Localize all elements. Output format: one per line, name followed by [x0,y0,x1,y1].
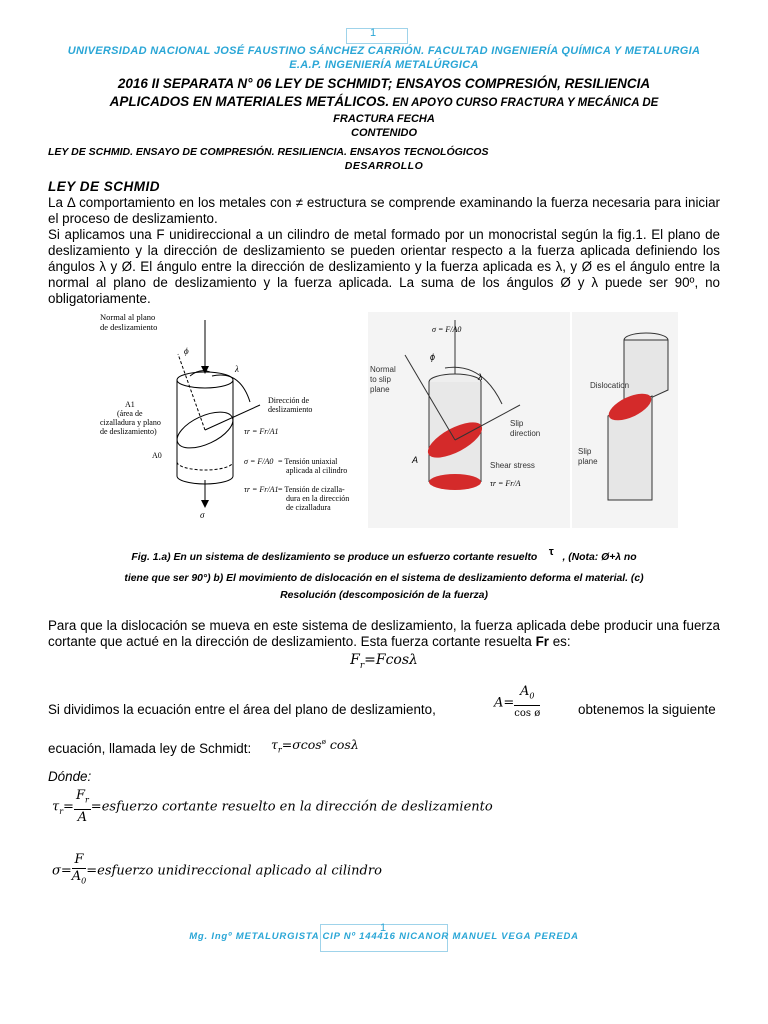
tau-definition: $\tau_r=$ $\frac{F_r}{A}$ =esfuerzo cortante resuelto en la dirección de deslizamiento [52,788,493,825]
caption-line-1b: , (Nota: Ø+λ no [562,552,637,563]
paragraph-3-end: es: [548,634,571,649]
paragraph-3-text: Para que la dislocación se mueva en este sistema de deslizamiento, la fuerza aplicada debe producir una fuerza cortante que actué en la dirección de deslizamiento. Esta fuerza cortante resuelta [48,618,720,649]
caption-line-1a: Fig. 1.a) En un sistema de deslizamiento se produce un esfuerzo cortante resuelto [131,552,538,563]
slip-c-label-1: Slip [578,447,592,456]
lambda-symbol: λ [235,364,239,374]
paragraph-3 [48,618,720,650]
sigma-formula: σ = F/A0 [244,457,274,466]
contenido-label: CONTENIDO [351,127,417,139]
equation-area: A= $\frac{A_0}{\text{cos ø}}$ [494,684,541,719]
tension-label-1: = Tensión uniaxial [278,457,338,466]
donde-label: Dónde: [48,769,92,784]
paragraph-4-end: obtenemos la siguiente [578,702,716,717]
school-name: E.A.P. INGENIERÍA METALÚRGICA [289,59,479,71]
title-sub [40,112,728,140]
sigma-definition-text: esfuerzo unidireccional aplicado al cilindro [97,863,382,879]
tau-definition-text: esfuerzo cortante resuelto en la dirección de deslizamiento [101,799,493,815]
a1-label-2: (área de [117,409,143,418]
paragraph-2: Si aplicamos una F unidireccional a un cilindro de metal formado por un monocristal según la fig.1. El plano de deslizamiento y la dirección de deslizamiento se pueden orientar respecto a la fuerza aplicada definiendo los ángulos λ y Ø. El ángulo entre la dirección de deslizamiento y la fuerza aplicada es λ, y Ø es el ángulo entre la normal al plano de deslizamiento y la fuerza aplicada. La suma de los ángulos Ø y λ puede ser 90º, no obligatoriamente. [48,227,720,306]
footer-page-number: 1 [380,922,387,934]
paragraph-1: La Δ comportamiento en los metales con ≠ estructura se comprende examinando la fuerza necesaria para iniciar el proceso de deslizamiento. [48,195,720,226]
sigma-definition: σ= $\frac{F}{A_0}$ =esfuerzo unidireccional aplicado al cilindro [52,852,382,886]
title-line-2-main: APLICADOS EN MATERIALES METÁLICOS. [109,94,390,109]
equation-fr: $F_r=Fcos\lambda$ [350,652,418,671]
page-number: 1 [370,27,377,39]
cizalla-label-2: dura en la dirección [286,494,350,503]
page-number-box [346,28,408,44]
phi-b-symbol: ϕ [430,352,436,362]
slip-system-figure [100,310,680,536]
a1-label-1: A1 [125,400,135,409]
footer-author: Mg. Ingº METALURGISTA CIP Nº 144416 NICANOR MANUEL VEGA PEREDA [189,931,579,942]
phi-symbol: ϕ [184,346,189,356]
paragraph-5: ecuación, llamada ley de Schmidt: [48,741,252,756]
slip-b-label-1: Slip [510,419,524,428]
slip-b-label-2: direction [510,429,541,438]
force-arrowhead-bottom [201,500,209,508]
equation-schmidt: $\tau_r=\sigma\cos^ø$ cosλ [271,737,359,755]
contents-list: LEY DE SCHMID. ENSAYO DE COMPRESIÓN. RESILIENCIA. ENSAYOS TECNOLÓGICOS [48,146,489,158]
caption-line-3: Resolución (descomposición de la fuerza) [280,590,488,601]
title-line-3: FRACTURA FECHA [333,113,435,125]
caption-tau: τ [548,546,554,558]
a1-label-3: cizalladura y plano [100,418,161,427]
a0-section [177,462,233,470]
phi-arc [190,371,210,376]
tau-formula: τr = Fr/A1 [244,427,279,436]
plane-normal-line [178,354,205,430]
cylinder-top [177,372,233,388]
figure-part-b [368,312,570,528]
paragraph-3-bold: Fr [535,634,549,649]
direction-label-2: deslizamiento [268,405,313,414]
normal-label-1: Normal al plano [100,312,156,322]
university-header [30,44,738,72]
area-b-symbol: A [412,455,419,465]
sigma-b-formula: σ = F/A0 [432,325,462,334]
direction-label-1: Dirección de [268,396,310,405]
normal-b-label-3: plane [370,385,390,394]
normal-b-label-1: Normal [370,365,396,374]
desarrollo-label: DESARROLLO [344,160,424,172]
document-title [40,75,728,112]
normal-b-label-2: to slip [370,375,391,384]
title-line-1: 2016 II SEPARATA N° 06 LEY DE SCHMIDT; ENSAYOS COMPRESIÓN, RESILIENCIA [117,76,651,91]
force-arrowhead-top [201,366,209,374]
university-name: UNIVERSIDAD NACIONAL JOSÉ FAUSTINO SÁNCHEZ CARRIÓN. FACULTAD INGENIERÍA QUÍMICA Y METALURGIA [67,45,701,57]
a1-label-4: de deslizamiento) [100,427,157,436]
figure-caption [48,542,720,602]
cylinder-b-base-section [429,474,481,490]
cizalla-label-3: de cizalladura [286,503,331,512]
figure-part-c [572,312,678,528]
sigma-bottom: σ [200,510,205,520]
a0-label: A0 [152,451,162,460]
paragraph-4-text: Si dividimos la ecuación entre el área del plano de deslizamiento, [48,702,436,717]
section-heading: LEY DE SCHMID [48,179,161,194]
lambda-b-symbol: λ [478,372,483,382]
tau-b-formula: τr = Fr/A [490,479,521,488]
caption-line-2: tiene que ser 90°) b) El movimiento de dislocación en el sistema de deslizamiento deforma el material. (c) [124,573,644,584]
dislocation-label: Dislocation [590,381,630,390]
lambda-arc [212,375,250,402]
title-line-2-sub: EN APOYO CURSO FRACTURA Y MECÁNICA DE [389,97,659,109]
shear-b-label: Shear stress [490,461,535,470]
normal-label-2: de deslizamiento [100,322,158,332]
slip-c-label-2: plane [578,457,598,466]
cizalla-label-1: = Tensión de cizalla- [278,485,345,494]
tension-label-2: aplicada al cilindro [286,466,348,475]
tau-formula-2: τr = Fr/A1 [244,485,279,494]
figure-part-a [100,312,349,520]
